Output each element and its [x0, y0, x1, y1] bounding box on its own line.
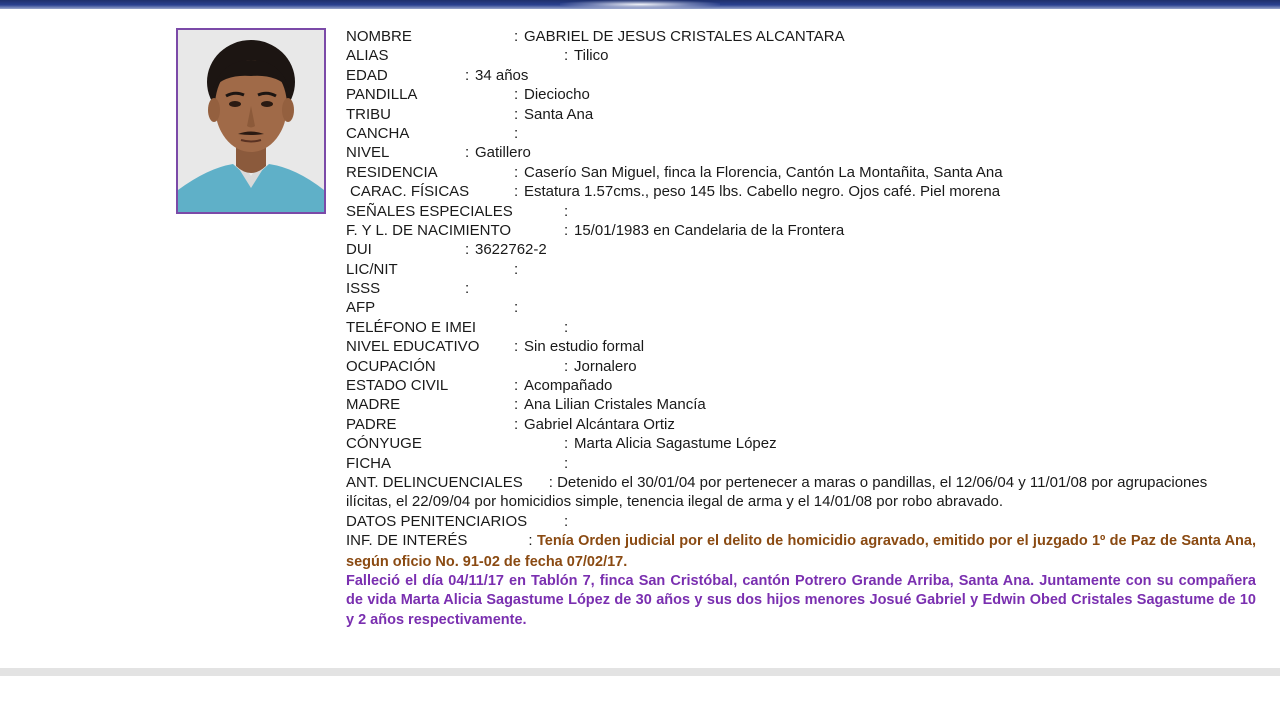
field-label: OCUPACIÓN — [346, 357, 436, 375]
field-separator: : — [564, 454, 569, 472]
field-label: CARAC. FÍSICAS — [350, 183, 470, 201]
field-value: Gatillero — [475, 144, 531, 162]
field-label: CANCHA — [346, 124, 410, 142]
field-value: 3622762-2 — [475, 241, 547, 259]
interest-value: Tenía Orden judicial por el delito de homicidio agravado, emitido por el juzgado 1º de Paz de Santa Ana, según oficio No. 91-02 de fecha 07/02/17. — [346, 533, 1256, 570]
field-separator: : — [514, 124, 519, 142]
field-label: CÓNYUGE — [346, 435, 422, 453]
field-label: MADRE — [346, 396, 401, 414]
field-separator: : — [514, 415, 519, 433]
field-value: Jornalero — [574, 357, 637, 375]
field-row — [346, 279, 1256, 298]
field-row — [346, 27, 1256, 46]
field-separator: : — [564, 512, 569, 530]
field-row — [346, 337, 1256, 356]
field-value: GABRIEL DE JESUS CRISTALES ALCANTARA — [524, 28, 845, 45]
field-label: TRIBU — [346, 105, 391, 123]
field-separator: : — [564, 221, 569, 239]
field-row — [346, 357, 1256, 376]
field-value: Sin estudio formal — [524, 338, 645, 356]
field-separator: : — [514, 28, 519, 45]
field-separator: : — [465, 144, 470, 162]
field-separator: : — [514, 338, 519, 356]
top-header-bar — [0, 0, 1280, 9]
field-separator: : — [528, 532, 537, 550]
field-row — [346, 454, 1256, 473]
field-separator: : — [564, 357, 569, 375]
field-label: PANDILLA — [346, 86, 418, 104]
field-label: SEÑALES ESPECIALES — [346, 202, 513, 220]
field-row — [346, 434, 1256, 453]
field-datos-penitenciarios — [346, 512, 1256, 531]
header-glow — [560, 0, 720, 9]
field-separator: : — [548, 473, 558, 491]
field-value: Tilico — [574, 47, 609, 65]
field-separator: : — [514, 396, 519, 414]
field-label: ISSS — [346, 280, 381, 298]
footer-divider — [0, 668, 1280, 676]
field-separator: : — [514, 260, 519, 278]
field-separator: : — [514, 163, 519, 181]
field-label: NIVEL EDUCATIVO — [346, 338, 480, 356]
field-value: Marta Alicia Sagastume López — [574, 435, 777, 453]
field-label: NOMBRE — [346, 28, 412, 45]
field-separator: : — [564, 202, 569, 220]
field-separator: : — [514, 86, 519, 104]
field-separator: : — [564, 318, 569, 336]
field-label: F. Y L. DE NACIMIENTO — [346, 221, 512, 239]
field-label: TELÉFONO E IMEI — [346, 318, 477, 336]
field-inf-interes — [346, 531, 1256, 572]
field-label: ANT. DELINCUENCIALES — [346, 473, 523, 491]
record-sheet — [346, 27, 1256, 630]
field-value: Acompañado — [524, 377, 613, 395]
profile-photo — [176, 28, 326, 214]
field-value: Estatura 1.57cms., peso 145 lbs. Cabello negro. Ojos café. Piel morena — [524, 183, 1001, 201]
field-value: Gabriel Alcántara Ortiz — [524, 415, 675, 433]
record-fields — [346, 27, 1256, 473]
field-ant-delincuenciales — [346, 473, 1256, 512]
field-row — [346, 221, 1256, 240]
field-row — [346, 85, 1256, 104]
field-row — [346, 105, 1256, 124]
field-separator: : — [514, 183, 519, 201]
field-row — [346, 260, 1256, 279]
field-label: AFP — [346, 299, 376, 317]
field-separator: : — [564, 435, 569, 453]
field-row — [346, 143, 1256, 162]
field-row — [346, 298, 1256, 317]
field-separator: : — [514, 299, 519, 317]
field-separator: : — [465, 280, 470, 298]
field-separator: : — [564, 47, 569, 65]
field-value: Ana Lilian Cristales Mancía — [524, 396, 706, 414]
field-row — [346, 318, 1256, 337]
field-row — [346, 182, 1256, 201]
field-value: Santa Ana — [524, 105, 594, 123]
field-label: EDAD — [346, 66, 388, 84]
field-label: RESIDENCIA — [346, 163, 438, 181]
field-row — [346, 240, 1256, 259]
field-value: Caserío San Miguel, finca la Florencia, Cantón La Montañita, Santa Ana — [524, 163, 1003, 181]
field-label: DATOS PENITENCIARIOS — [346, 512, 528, 530]
field-row — [346, 66, 1256, 85]
field-label: DUI — [346, 241, 372, 259]
field-separator: : — [465, 66, 470, 84]
field-value: Dieciocho — [524, 86, 590, 104]
field-row — [346, 415, 1256, 434]
field-separator: : — [514, 377, 519, 395]
field-value: 34 años — [475, 66, 529, 84]
field-label: PADRE — [346, 415, 397, 433]
field-separator: : — [465, 241, 470, 259]
field-row — [346, 46, 1256, 65]
field-label: NIVEL — [346, 144, 390, 162]
field-row — [346, 163, 1256, 182]
field-label: FICHA — [346, 454, 391, 472]
field-value: 15/01/1983 en Candelaria de la Frontera — [574, 221, 845, 239]
field-label: LIC/NIT — [346, 260, 398, 278]
field-separator: : — [514, 105, 519, 123]
person-portrait-icon — [178, 30, 324, 212]
field-row — [346, 395, 1256, 414]
field-label: ESTADO CIVIL — [346, 377, 449, 395]
field-label: ALIAS — [346, 47, 389, 65]
field-value: Detenido el 30/01/04 por pertenecer a maras o pandillas, el 12/06/04 y 11/01/08 por agrupaciones ilícitas, el 22/09/04 por homicidios simple, tenencia ilegal de arma y el 14/01/08 por robo abravado. — [346, 473, 1208, 511]
field-row — [346, 376, 1256, 395]
field-row — [346, 124, 1256, 143]
field-label: INF. DE INTERÉS — [346, 532, 468, 550]
death-note: Falleció el día 04/11/17 en Tablón 7, finca San Cristóbal, cantón Potrero Grande Arriba, Santa Ana. Juntamente con su compañera de vida Marta Alicia Sagastume López de 30 años y sus dos hijos menores Josué Gabriel y Edwin Obed Cristales Sagastume de 10 y 2 años respectivamente. — [346, 573, 1256, 628]
field-row — [346, 202, 1256, 221]
